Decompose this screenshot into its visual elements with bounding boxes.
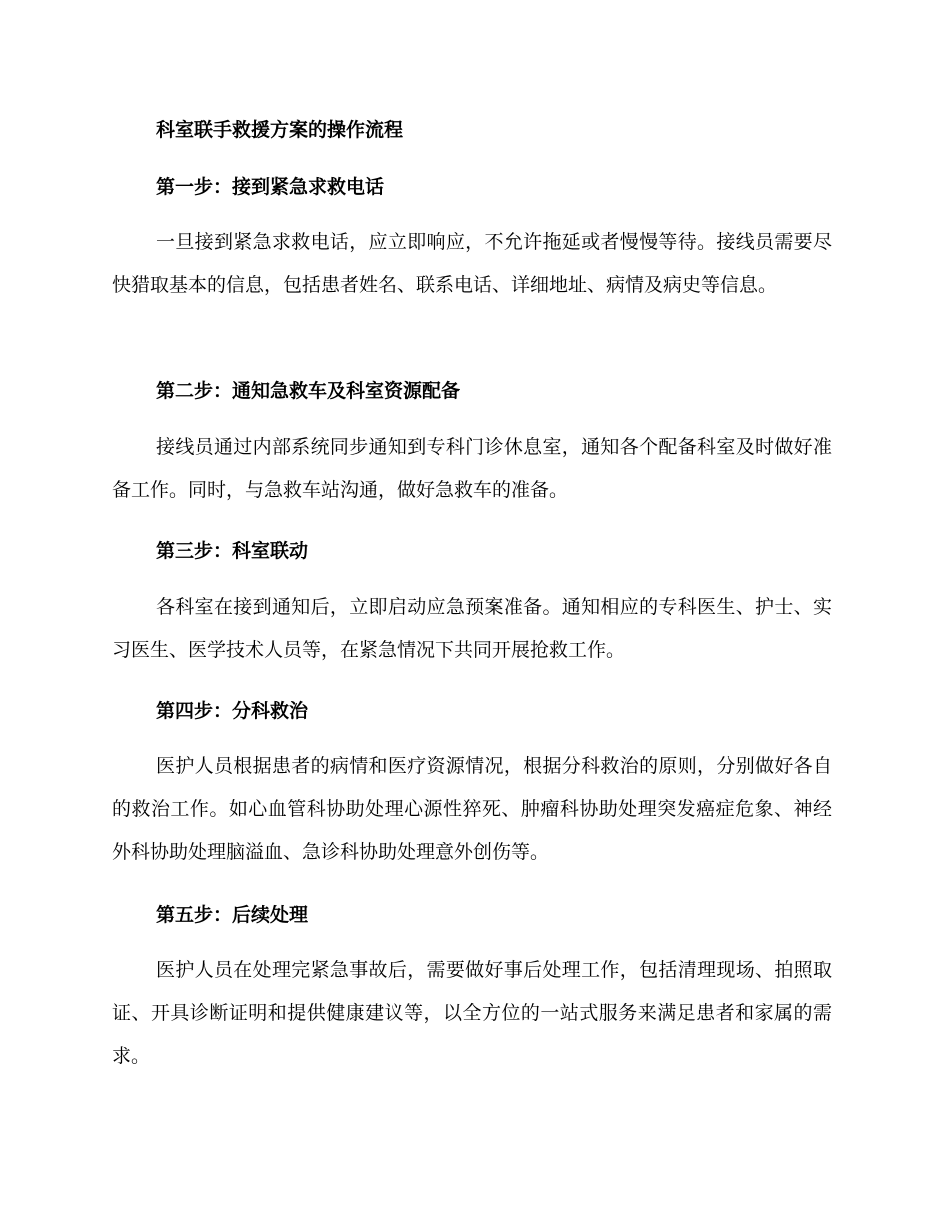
section-body-5: 医护人员在处理完紧急事故后，需要做好事后处理工作，包括清理现场、拍照取证、开具诊断证明和提供健康建议等，以全方位的一站式服务来满足患者和家属的需求。	[112, 959, 832, 1067]
section-heading-1: 第一步：接到紧急求救电话	[156, 176, 385, 198]
document-title: 科室联手救援方案的操作流程	[156, 119, 404, 141]
section-body-1: 一旦接到紧急求救电话，应立即响应，不允许拖延或者慢慢等待。接线员需要尽快猎取基本的信息，包括患者姓名、联系电话、详细地址、病情及病史等信息。	[112, 231, 832, 296]
section-heading-3: 第三步：科室联动	[156, 540, 309, 562]
section-heading-4: 第四步：分科救治	[156, 700, 309, 722]
section-body-4: 医护人员根据患者的病情和医疗资源情况，根据分科救治的原则，分别做好各自的救治工作。如心血管科协助处理心源性猝死、肿瘤科协助处理突发癌症危象、神经外科协助处理脑溢血、急诊科协助处理意外创伤等。	[112, 755, 832, 863]
section-body-3: 各科室在接到通知后，立即启动应急预案准备。通知相应的专科医生、护士、实习医生、医学技术人员等，在紧急情况下共同开展抢救工作。	[112, 596, 832, 661]
section-body-2: 接线员通过内部系统同步通知到专科门诊休息室，通知各个配备科室及时做好准备工作。同时，与急救车站沟通，做好急救车的准备。	[112, 436, 832, 501]
section-heading-5: 第五步：后续处理	[156, 904, 309, 926]
section-heading-2: 第二步：通知急救车及科室资源配备	[156, 380, 461, 402]
